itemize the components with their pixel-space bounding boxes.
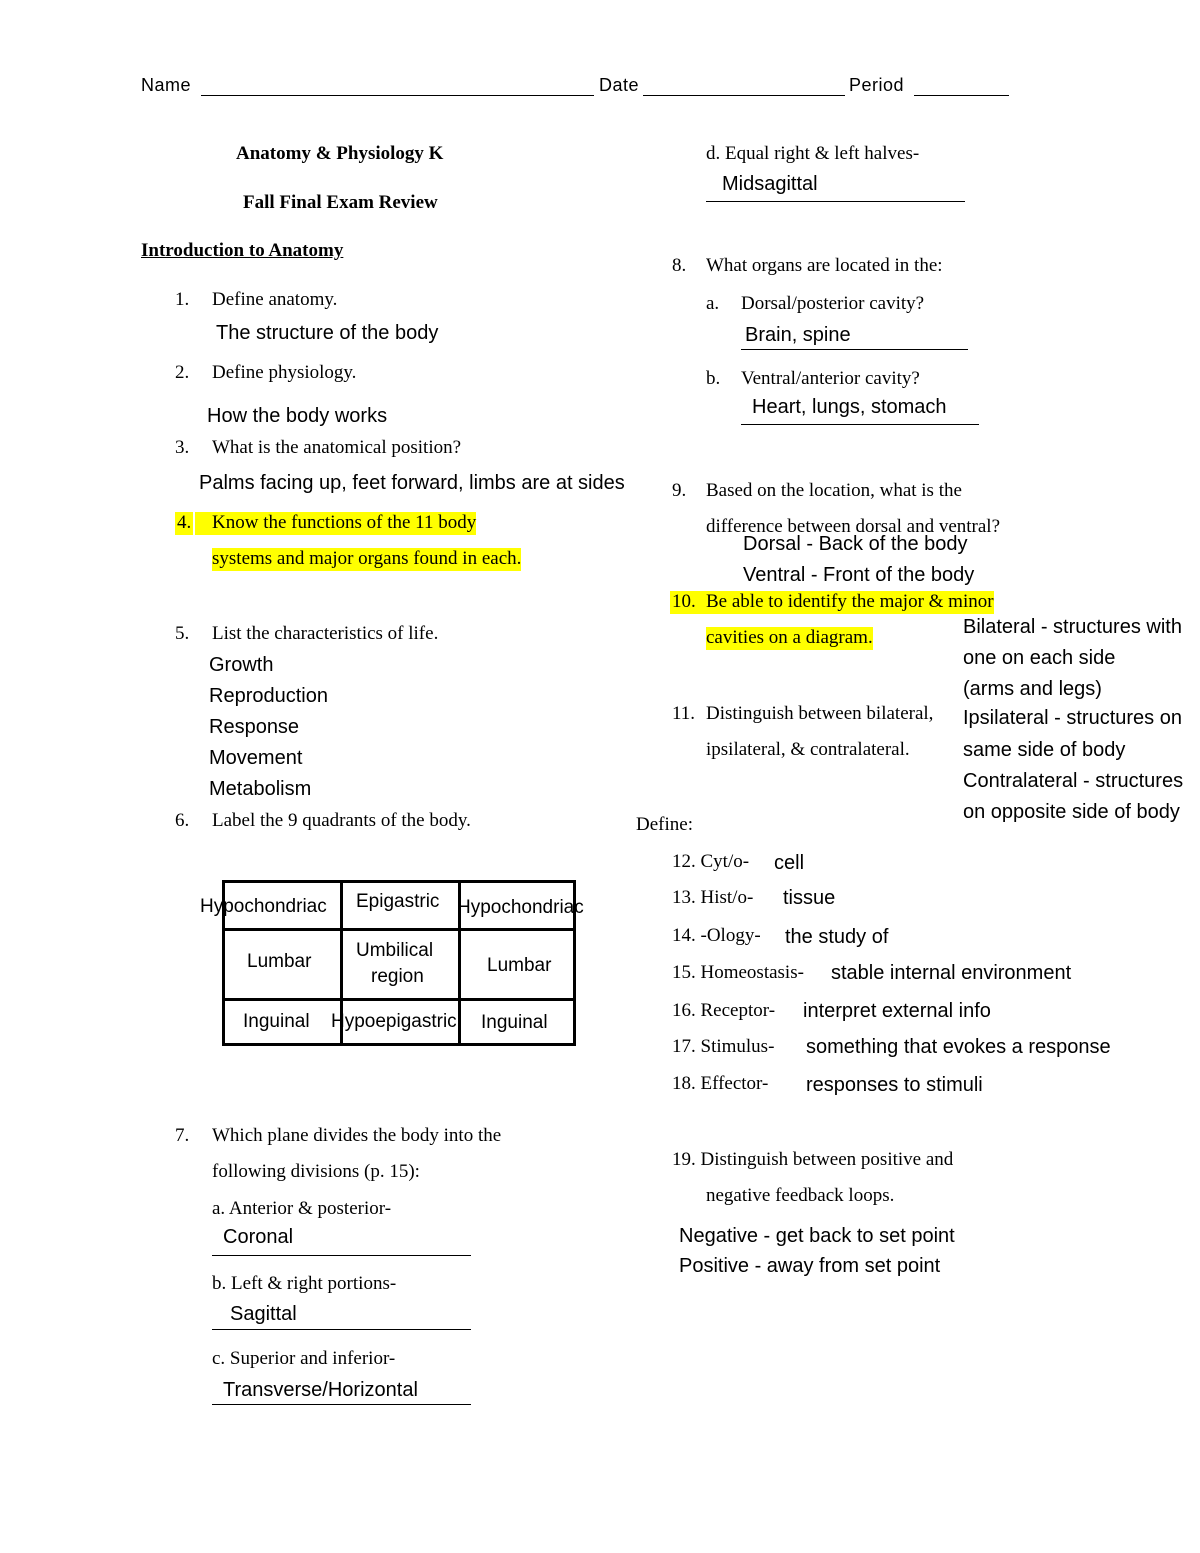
- quadrant-umbilical-line1: Umbilical: [356, 940, 434, 961]
- q8b-label: b.: [706, 368, 721, 389]
- q7b-text: b. Left & right portions-: [212, 1273, 397, 1294]
- quadrant-right-lumbar: Lumbar: [247, 951, 312, 972]
- q8b-answer: Heart, lungs, stomach: [752, 396, 947, 418]
- def-16-term: 16. Receptor-: [672, 1000, 776, 1021]
- q8a-answer: Brain, spine: [745, 324, 851, 346]
- q8a-label: a.: [706, 293, 720, 314]
- q11-answer-7: on opposite side of body: [963, 801, 1180, 823]
- q11-number: 11.: [672, 703, 696, 724]
- q7b-blank[interactable]: [212, 1329, 471, 1330]
- q7a-text: a. Anterior & posterior-: [212, 1198, 392, 1219]
- def-12-term: 12. Cyt/o-: [672, 851, 750, 872]
- q9-answer-ventral: Ventral - Front of the body: [743, 564, 975, 586]
- q4-number: 4.: [177, 512, 192, 533]
- def-14-term: 14. -Ology-: [672, 925, 761, 946]
- def-12-answer: cell: [774, 852, 805, 874]
- q9-line2: difference between dorsal and ventral?: [706, 516, 1000, 537]
- def-17-answer: something that evokes a response: [806, 1036, 1111, 1058]
- q5-answer-3: Response: [209, 716, 300, 738]
- q7d-blank[interactable]: [706, 201, 965, 202]
- q8b-blank[interactable]: [741, 424, 979, 425]
- q2-answer: How the body works: [207, 405, 388, 427]
- q8-number: 8.: [672, 255, 687, 276]
- quadrant-left-lumbar: Lumbar: [487, 955, 552, 976]
- q10-line2: cavities on a diagram.: [706, 627, 873, 648]
- q7-line2: following divisions (p. 15):: [212, 1161, 420, 1182]
- quadrant-umbilical-line2: region: [371, 966, 424, 987]
- period-blank[interactable]: [914, 95, 1009, 96]
- q4-line1: Know the functions of the 11 body: [212, 512, 477, 533]
- q19-line2: negative feedback loops.: [706, 1185, 895, 1206]
- def-17-term: 17. Stimulus-: [672, 1036, 775, 1057]
- q19-answer-negative: Negative - get back to set point: [679, 1225, 955, 1247]
- q7c-text: c. Superior and inferior-: [212, 1348, 396, 1369]
- q8b-text: Ventral/anterior cavity?: [741, 368, 920, 389]
- quadrant-right-hypochondriac: Hypochondriac: [200, 896, 327, 917]
- grid-hline-2: [225, 998, 573, 1001]
- q3-number: 3.: [175, 437, 190, 458]
- q11-answer-6: Contralateral - structures: [963, 770, 1184, 792]
- quadrant-right-inguinal: Inguinal: [243, 1011, 310, 1032]
- q2-number: 2.: [175, 362, 190, 383]
- q3-answer: Palms facing up, feet forward, limbs are at sides: [199, 472, 625, 494]
- q11-answer-5: same side of body: [963, 739, 1126, 761]
- q11-answer-1: Bilateral - structures with: [963, 616, 1182, 638]
- date-label: Date: [599, 75, 640, 95]
- q19-answer-positive: Positive - away from set point: [679, 1255, 941, 1277]
- q8-text: What organs are located in the:: [706, 255, 943, 276]
- quadrant-epigastric: Epigastric: [356, 891, 440, 912]
- q7-line1: Which plane divides the body into the: [212, 1125, 502, 1146]
- q2-text: Define physiology.: [212, 362, 357, 383]
- quadrant-left-hypochondriac: Hypochondriac: [457, 897, 584, 918]
- q7a-answer: Coronal: [223, 1226, 294, 1248]
- section-heading: Introduction to Anatomy: [141, 240, 344, 261]
- q11-line1: Distinguish between bilateral,: [706, 703, 934, 724]
- q10-line1: Be able to identify the major & minor: [706, 591, 994, 612]
- q10-number: 10.: [672, 591, 696, 612]
- quadrant-left-inguinal: Inguinal: [481, 1012, 548, 1033]
- q1-answer: The structure of the body: [216, 322, 439, 344]
- def-18-answer: responses to stimuli: [806, 1074, 983, 1096]
- def-18-term: 18. Effector-: [672, 1073, 769, 1094]
- define-label: Define:: [636, 814, 693, 835]
- q1-text: Define anatomy.: [212, 289, 338, 310]
- def-14-answer: the study of: [785, 926, 889, 948]
- q1-number: 1.: [175, 289, 190, 310]
- q6-number: 6.: [175, 810, 190, 831]
- q7c-answer: Transverse/Horizontal: [223, 1379, 418, 1401]
- name-label: Name: [141, 75, 192, 95]
- q9-answer-dorsal: Dorsal - Back of the body: [743, 533, 968, 555]
- q7d-text: d. Equal right & left halves-: [706, 143, 920, 164]
- q11-answer-3: (arms and legs): [963, 678, 1102, 700]
- q11-answer-2: one on each side: [963, 647, 1116, 669]
- q9-number: 9.: [672, 480, 687, 501]
- def-15-term: 15. Homeostasis-: [672, 962, 804, 983]
- q4-line2: systems and major organs found in each.: [212, 548, 522, 569]
- q11-answer-4: Ipsilateral - structures on: [963, 707, 1182, 729]
- name-blank[interactable]: [201, 95, 594, 96]
- grid-hline-1: [225, 928, 573, 931]
- def-13-term: 13. Hist/o-: [672, 887, 754, 908]
- q7-number: 7.: [175, 1125, 190, 1146]
- q8a-text: Dorsal/posterior cavity?: [741, 293, 925, 314]
- page-subtitle: Fall Final Exam Review: [243, 192, 438, 213]
- q7c-blank[interactable]: [212, 1404, 471, 1405]
- q3-text: What is the anatomical position?: [212, 437, 462, 458]
- q8a-blank[interactable]: [741, 349, 968, 350]
- def-13-answer: tissue: [783, 887, 836, 909]
- period-label: Period: [849, 75, 905, 95]
- quadrant-hypogastric: Hypoepigastric: [331, 1011, 457, 1032]
- q5-text: List the characteristics of life.: [212, 623, 439, 644]
- q5-number: 5.: [175, 623, 190, 644]
- q11-line2: ipsilateral, & contralateral.: [706, 739, 910, 760]
- q7b-answer: Sagittal: [230, 1303, 297, 1325]
- q6-text: Label the 9 quadrants of the body.: [212, 810, 471, 831]
- q5-answer-5: Metabolism: [209, 778, 312, 800]
- q5-answer-2: Reproduction: [209, 685, 328, 707]
- q19-line1: 19. Distinguish between positive and: [672, 1149, 954, 1170]
- q7d-answer: Midsagittal: [722, 173, 818, 195]
- q7a-blank[interactable]: [212, 1255, 471, 1256]
- q5-answer-1: Growth: [209, 654, 274, 676]
- def-16-answer: interpret external info: [803, 1000, 991, 1022]
- page-title: Anatomy & Physiology K: [236, 143, 444, 164]
- q9-line1: Based on the location, what is the: [706, 480, 962, 501]
- q5-answer-4: Movement: [209, 747, 303, 769]
- date-blank[interactable]: [643, 95, 845, 96]
- def-15-answer: stable internal environment: [831, 962, 1072, 984]
